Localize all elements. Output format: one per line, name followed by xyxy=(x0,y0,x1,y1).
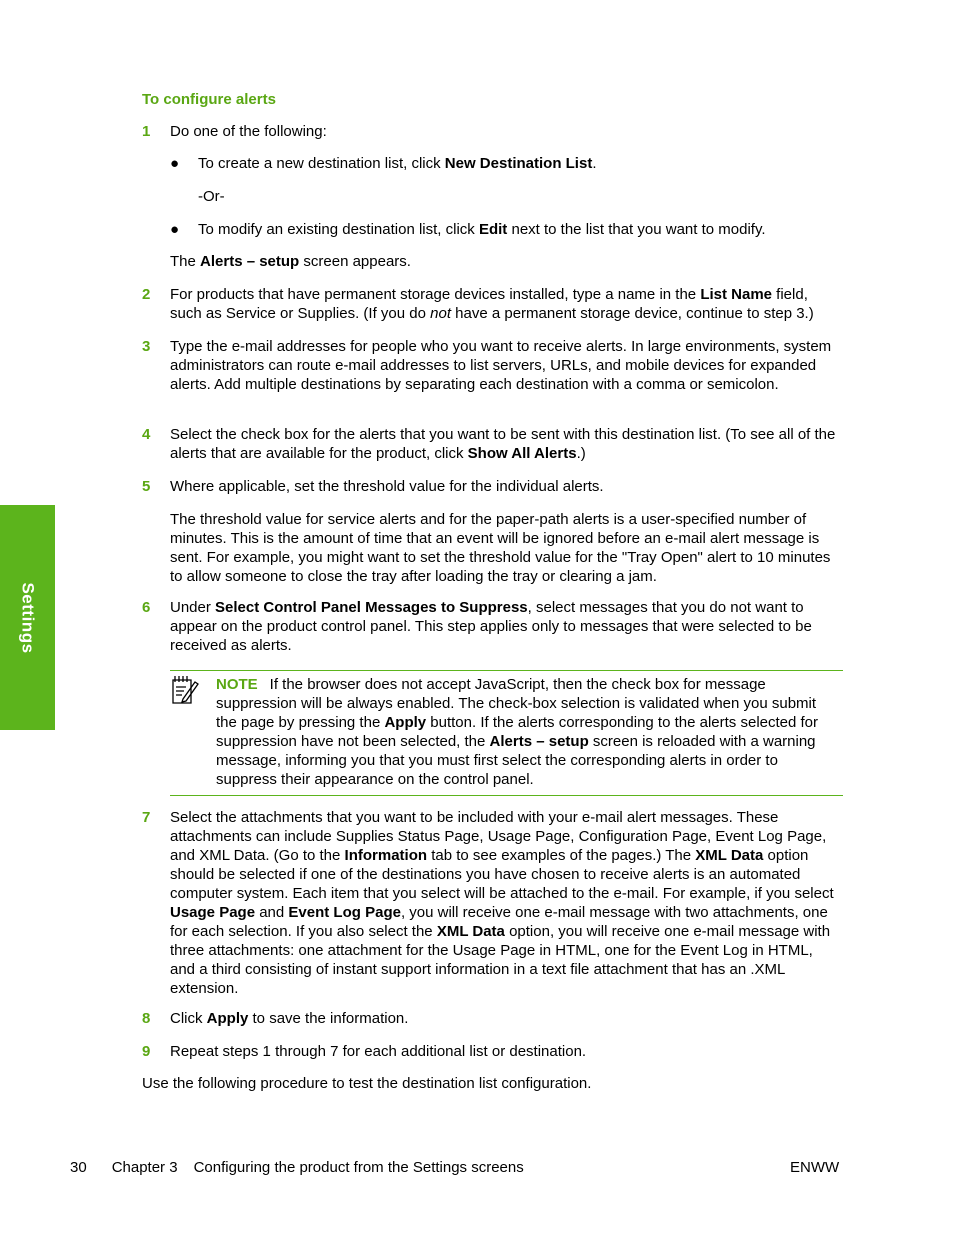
step-number: 6 xyxy=(142,599,151,616)
bullet-icon: ● xyxy=(170,221,180,238)
bullet-icon: ● xyxy=(170,155,180,172)
footer-chapter-title: Configuring the product from the Settings screens xyxy=(193,1159,524,1176)
step-number: 3 xyxy=(142,338,151,355)
page-number: 30 xyxy=(70,1159,87,1176)
footer-chapter: Chapter 3 xyxy=(111,1159,178,1176)
step-number: 8 xyxy=(142,1010,151,1027)
step-paragraph: The threshold value for service alerts and for the paper-path alerts is a user-specified number of minutes. This is the amount of time that an event will be ignored before an e-mail alert message is sent. For example, you might want to set the threshold value for the "Tray Open" alert to 10 minutes to allow someone to close the tray after loading the tray or clearing a jam. xyxy=(170,511,831,585)
step-text: Select the attachments that you want to be included with your e-mail alert messages. These attachments can include Supplies Status Page, Usage Page, Configuration Page, Event Log Page, and XML Data. (Go to the Information tab to see examples of the pages.) The XML Data option should be selected if one of the destinations you have chosen to receive alerts is an automated computer system. Each item that you select will be attached to the e-mail. For example, if you select Usage Page and Event Log Page, you will receive one e-mail message with two attachments, one for each selection. If you also select the XML Data option, you will receive one e-mail message with three attachments: one attachment for the Usage Page in HTML, one for the Event Log in HTML, and a third consisting of instant support information in a text file attachment that has an .XML extension. xyxy=(170,809,834,997)
side-tab-label: Settings xyxy=(18,581,37,654)
step-text: Do one of the following: xyxy=(170,123,327,140)
step-number: 7 xyxy=(142,809,151,826)
step-text: Select the check box for the alerts that you want to be sent with this destination list. (To see all of the alerts that are available for the product, click Show All Alerts.) xyxy=(170,426,836,462)
step-number: 5 xyxy=(142,478,151,495)
step-number: 9 xyxy=(142,1043,151,1060)
screen-appears-text: The Alerts – setup screen appears. xyxy=(170,253,411,270)
step-text: Where applicable, set the threshold value for the individual alerts. xyxy=(170,478,604,495)
side-tab xyxy=(0,505,55,730)
or-separator: -Or- xyxy=(198,188,225,205)
footer-left xyxy=(70,1158,524,1177)
footer-right: ENWW xyxy=(790,1159,840,1176)
step-text: Type the e-mail addresses for people who you want to receive alerts. In large environments, system administrators can route e-mail addresses to list servers, URLs, and mobile devices for expanded alerts. Add multiple destinations by separating each destination with a comma or semicolon. xyxy=(170,338,832,393)
note-bottom-rule xyxy=(170,795,843,796)
bullet-text: To modify an existing destination list, click Edit next to the list that you want to modify. xyxy=(198,221,766,238)
step-text: Click Apply to save the information. xyxy=(170,1010,409,1027)
note-top-rule xyxy=(170,670,843,671)
section-heading: To configure alerts xyxy=(142,91,276,108)
closing-text: Use the following procedure to test the destination list configuration. xyxy=(142,1075,592,1092)
notepad-icon xyxy=(170,673,200,705)
step-text: Repeat steps 1 through 7 for each additional list or destination. xyxy=(170,1043,587,1060)
note-text: NOTE If the browser does not accept JavaScript, then the check box for message suppression will be always enabled. The check-box selection is validated when you submit the page by pressing the Apply button. If the alerts corresponding to the alerts selected for suppression have not been selected, the Alerts – setup screen is reloaded with a warning message, informing you that you must first select the corresponding alerts in order to suppress their appearance on the control panel. xyxy=(216,676,819,788)
bullet-text: To create a new destination list, click New Destination List. xyxy=(198,155,597,172)
step-number: 4 xyxy=(142,426,151,443)
step-text: Under Select Control Panel Messages to Suppress, select messages that you do not want to appear on the product control panel. This step applies only to messages that were selected to be received as alerts. xyxy=(170,599,812,654)
step-text: For products that have permanent storage devices installed, type a name in the List Name field, such as Service or Supplies. (If you do not have a permanent storage device, continue to step 3.) xyxy=(170,286,814,322)
note-label: NOTE xyxy=(216,676,258,693)
step-number: 1 xyxy=(142,123,151,140)
step-number: 2 xyxy=(142,286,151,303)
